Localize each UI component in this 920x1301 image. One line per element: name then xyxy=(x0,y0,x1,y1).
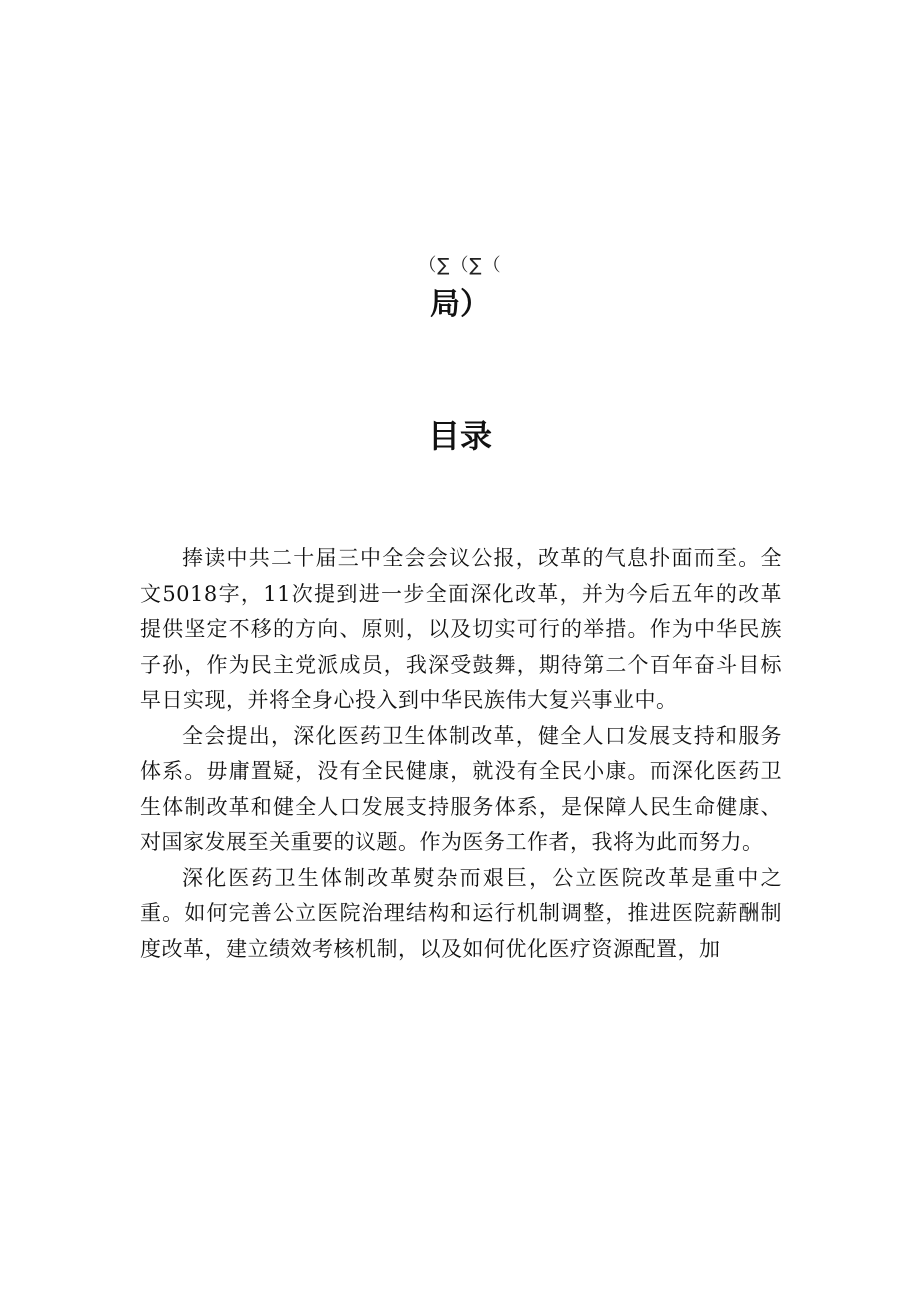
header-fragment-line1: （∑（∑（ xyxy=(418,255,502,276)
paragraph-3: 深化医药卫生体制改革熨杂而艰巨，公立医院改革是重中之重。如何完善公立医院治理结构和运行机制调整，推进医院薪酬制度改革，建立绩效考核机制，以及如何优化医疗资源配置，加 xyxy=(140,865,782,961)
paragraph-1: 捧读中共二十届三中全会会议公报，改革的气息扑面而至。全文5018字，11次提到进一步全面深化改革，并为今后五年的改革提供坚定不移的方向、原则，以及切实可行的举措。作为中华民族子孙，作为民主党派成员，我深受鼓舞，期待第二个百年奋斗目标早日实现，并将全身心投入到中华民族伟大复兴事业中。 xyxy=(140,546,782,712)
toc-title: 目录 xyxy=(427,417,492,455)
header-fragment-line2: 局） xyxy=(430,287,490,322)
paragraph-2: 全会提出，深化医药卫生体制改革，健全人口发展支持和服务体系。毋庸置疑，没有全民健康，就没有全民小康。而深化医药卫生体制改革和健全人口发展支持服务体系，是保障人民生命健康、对国家发展至关重要的议题。作为医务工作者，我将为此而努力。 xyxy=(140,723,782,854)
body-text xyxy=(140,541,782,967)
